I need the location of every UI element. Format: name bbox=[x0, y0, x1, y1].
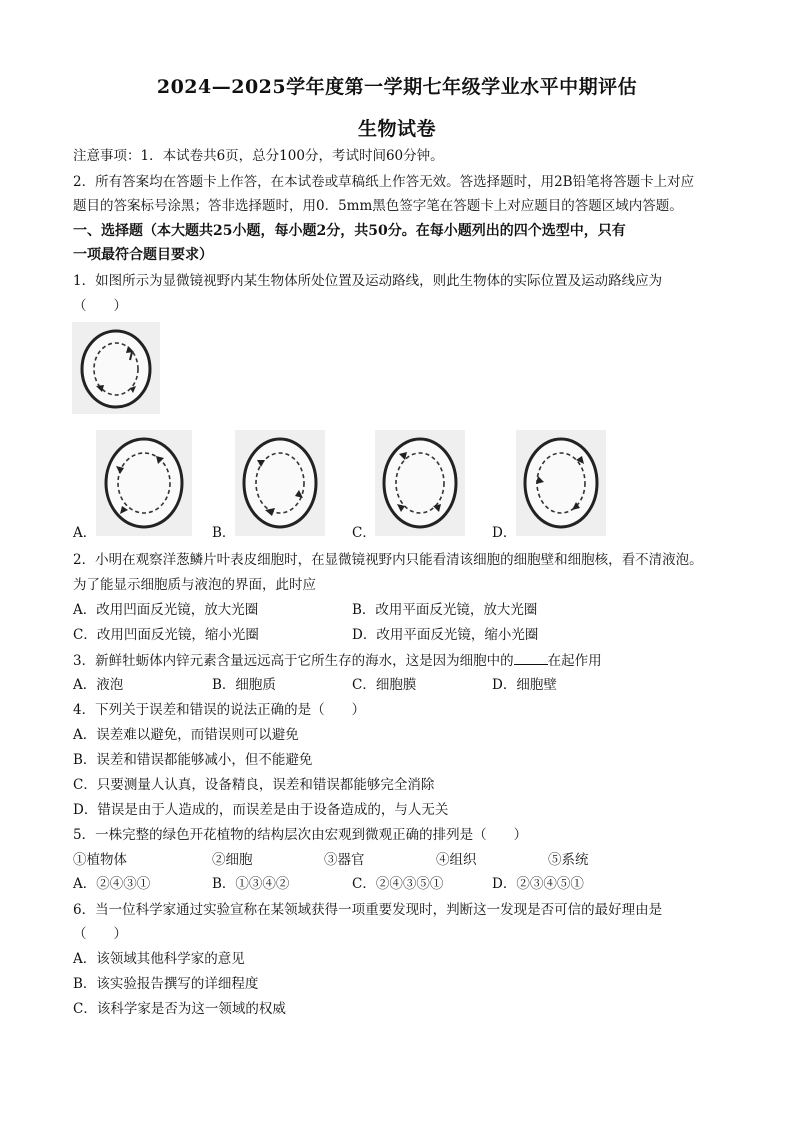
q3-stem-after: 在起作用 bbox=[547, 653, 602, 669]
section-heading-1: 一、选择题（本大题共25小题，每小题2分，共50分。在每小题列出的四个选型中，只有 bbox=[73, 223, 626, 239]
page-title: 2024—2025学年度第一学期七年级学业水平中期评估 bbox=[156, 76, 638, 98]
notes-line-2: 2．所有答案均在答题卡上作答，在本试卷或草稿纸上作答无效。答选择题时，用2B铅笔将答题卡上对应 bbox=[73, 174, 695, 190]
q1-option-b-label: B． bbox=[212, 525, 236, 541]
q6-option-c: C．该科学家是否为这一领域的权威 bbox=[73, 1001, 286, 1017]
q5-option-c: C．②④③⑤① bbox=[352, 876, 444, 892]
q4-option-d: D．错误是由于人造成的，而误差是由于设备造成的，与人无关 bbox=[73, 802, 449, 818]
q1-stem-1: 1．如图所示为显微镜视野内某生物体所处位置及运动路线，则此生物体的实际位置及运动路线应为 bbox=[73, 273, 663, 289]
q5-item-3: ③器官 bbox=[324, 852, 365, 868]
q6-stem-1: 6．当一位科学家通过实验宣称在某领域获得一项重要发现时，判断这一发现是否可信的最好理由是 bbox=[73, 902, 663, 918]
q5-item-5: ⑤系统 bbox=[548, 852, 589, 868]
q3-option-a: A．液泡 bbox=[73, 677, 124, 693]
page-subtitle: 生物试卷 bbox=[357, 118, 436, 140]
q1-option-a-label: A． bbox=[73, 525, 97, 541]
q1-stem-2: （ ） bbox=[73, 298, 127, 314]
q3-stem bbox=[73, 650, 602, 671]
q4-stem: 4．下列关于误差和错误的说法正确的是（ ） bbox=[73, 702, 366, 718]
q3-option-b: B．细胞质 bbox=[212, 677, 276, 693]
q1-option-b-image bbox=[235, 430, 325, 536]
q3-answer-blank bbox=[514, 650, 548, 665]
q1-option-d-label: D． bbox=[492, 525, 517, 541]
q3-option-d: D．细胞壁 bbox=[492, 677, 557, 693]
q5-option-b: B．①③④② bbox=[212, 876, 290, 892]
q5-item-2: ②细胞 bbox=[212, 852, 253, 868]
q6-option-b: B．该实验报告撰写的详细程度 bbox=[73, 976, 259, 992]
q4-option-b: B．误差和错误都能够减小，但不能避免 bbox=[73, 752, 313, 768]
q2-option-b: B．改用平面反光镜，放大光圈 bbox=[352, 602, 538, 618]
q4-option-a: A．误差难以避免，而错误则可以避免 bbox=[73, 727, 299, 743]
notes-line-3: 题目的答案标号涂黑；答非选择题时，用0．5mm黑色签字笔在答题卡上对应题目的答题区域内答题。 bbox=[73, 198, 683, 214]
q1-option-c-image bbox=[375, 430, 465, 536]
q2-option-c: C．改用凹面反光镜，缩小光圈 bbox=[73, 627, 259, 643]
q6-option-a: A．该领域其他科学家的意见 bbox=[73, 951, 245, 967]
q1-microscope-view-image bbox=[72, 322, 160, 414]
q1-option-a-image bbox=[96, 430, 192, 536]
q5-item-1: ①植物体 bbox=[73, 852, 127, 868]
q5-stem: 5．一株完整的绿色开花植物的结构层次由宏观到微观正确的排列是（ ） bbox=[73, 827, 528, 843]
q6-stem-2: （ ） bbox=[73, 926, 127, 942]
q4-option-c: C．只要测量人认真，设备精良，误差和错误都能够完全消除 bbox=[73, 777, 435, 793]
q5-item-4: ④组织 bbox=[436, 852, 477, 868]
q2-stem-2: 为了能显示细胞质与液泡的界面，此时应 bbox=[73, 577, 316, 593]
q1-option-d-image bbox=[516, 430, 606, 536]
notes-line-1: 注意事项：1．本试卷共6页，总分100分，考试时间60分钟。 bbox=[73, 148, 444, 164]
section-heading-2: 一项最符合题目要求） bbox=[73, 247, 213, 263]
q2-option-d: D．改用平面反光镜，缩小光圈 bbox=[352, 627, 539, 643]
q5-option-a: A．②④③① bbox=[73, 876, 151, 892]
q2-option-a: A．改用凹面反光镜，放大光圈 bbox=[73, 602, 259, 618]
q3-option-c: C．细胞膜 bbox=[352, 677, 417, 693]
q3-stem-before: 3．新鲜牡蛎体内锌元素含量远远高于它所生存的海水，这是因为细胞中的 bbox=[73, 653, 514, 669]
q2-stem-1: 2．小明在观察洋葱鳞片叶表皮细胞时，在显微镜视野内只能看清该细胞的细胞壁和细胞核，看不清液泡。 bbox=[73, 552, 703, 568]
q5-option-d: D．②③④⑤① bbox=[492, 876, 584, 892]
q1-option-c-label: C． bbox=[352, 525, 376, 541]
